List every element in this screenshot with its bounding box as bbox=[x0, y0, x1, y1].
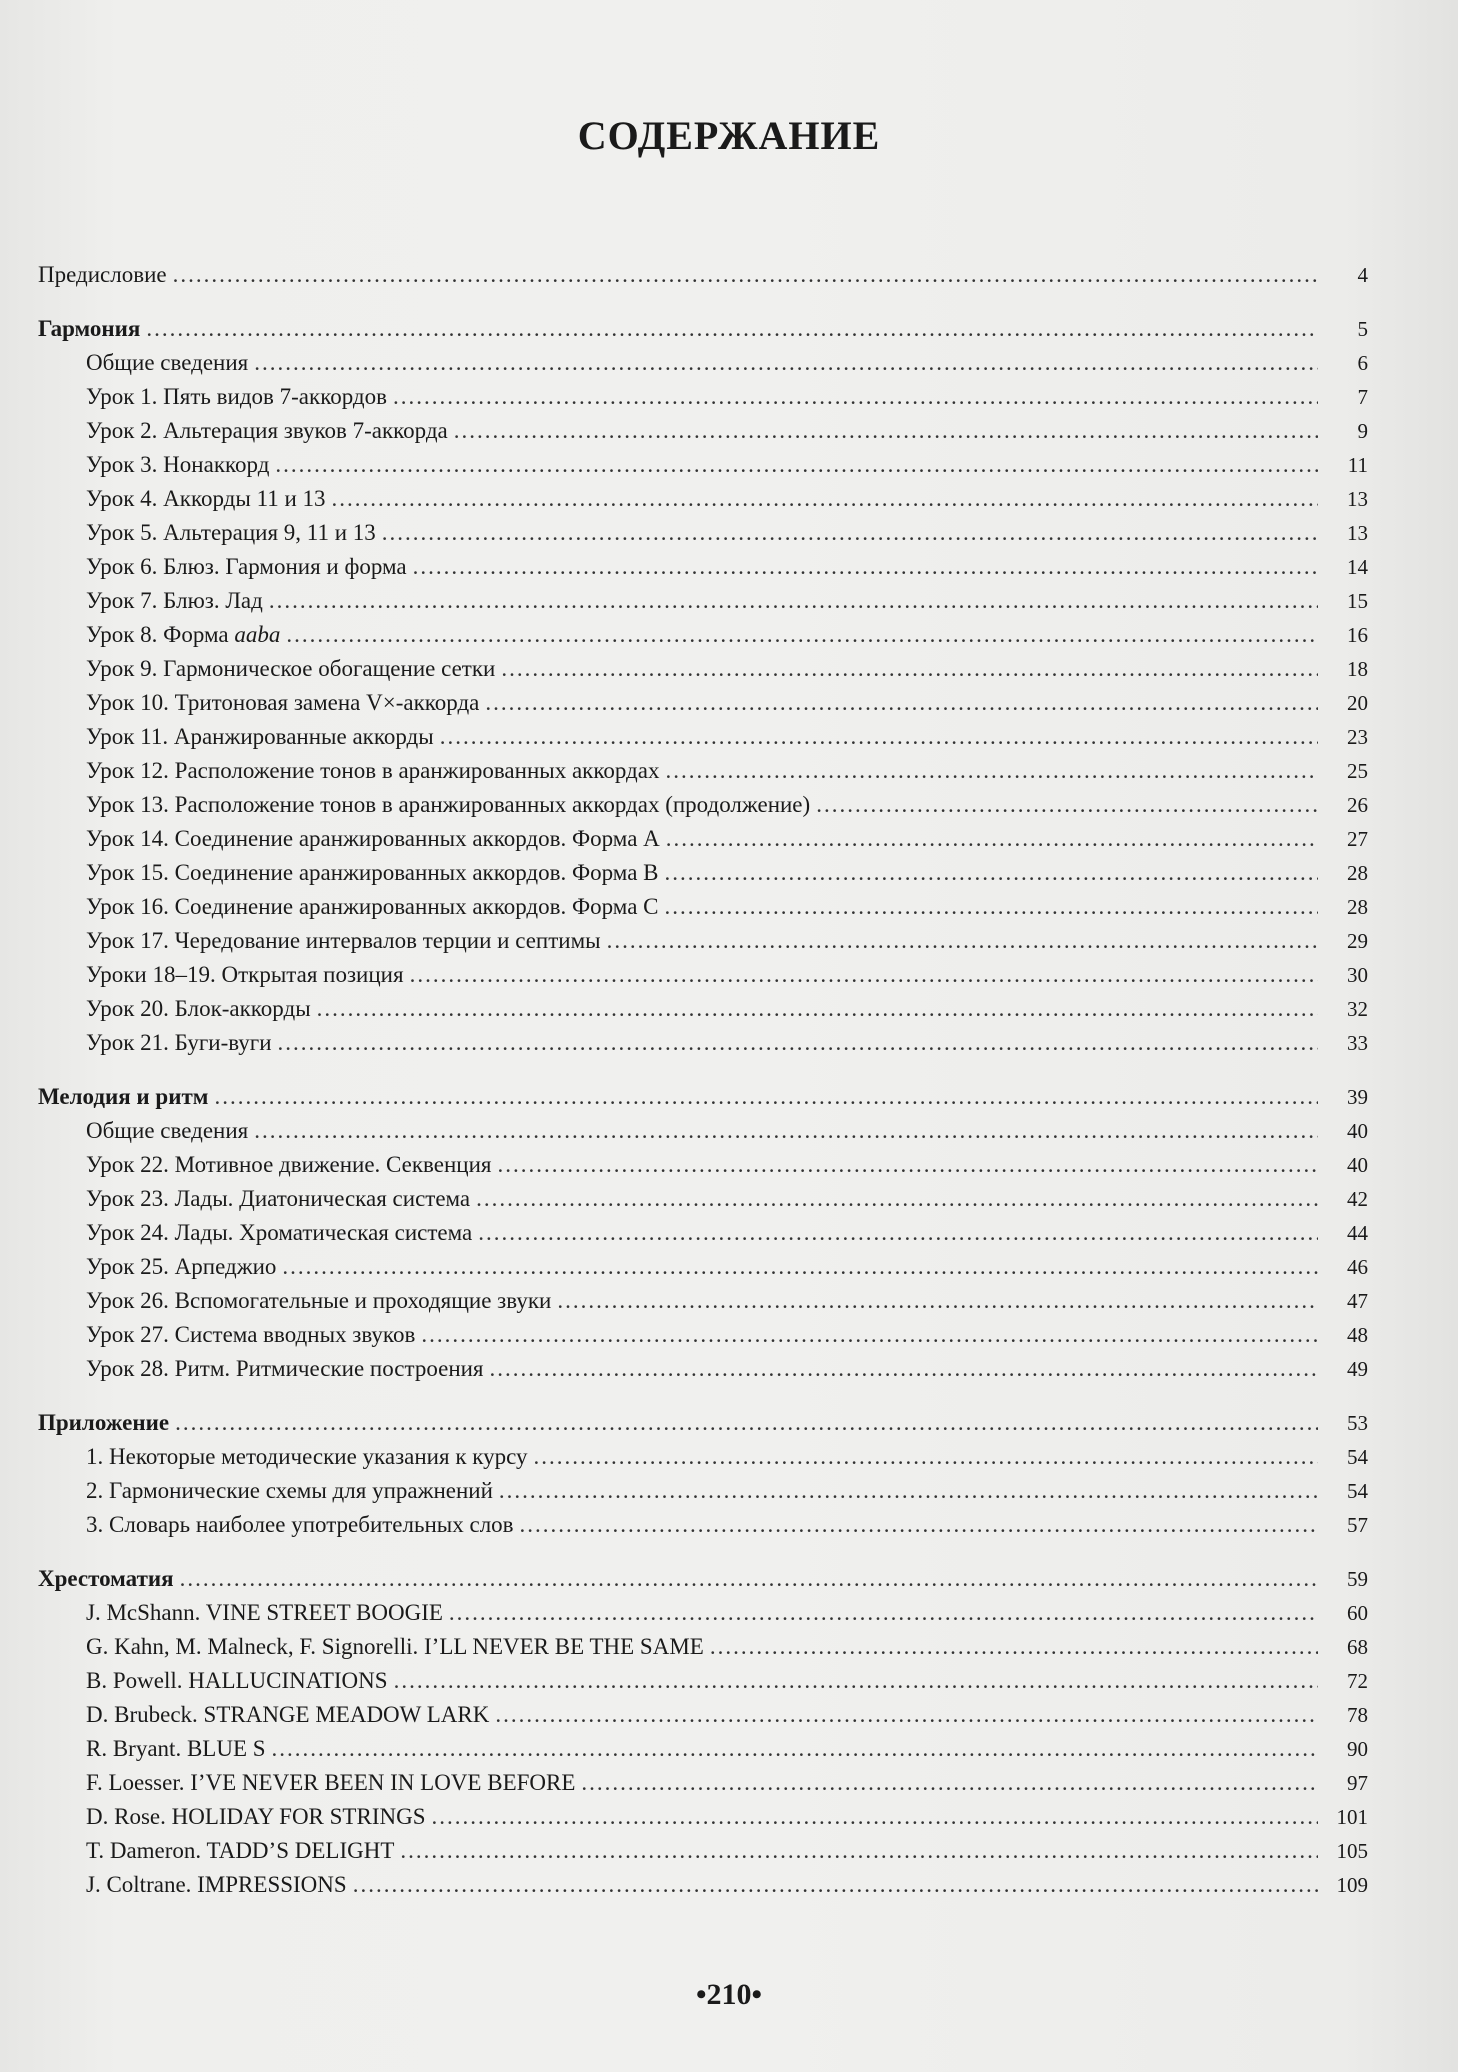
toc-entry bbox=[38, 856, 1368, 890]
toc-entry bbox=[38, 448, 1368, 482]
toc-entry-title: Общие сведения bbox=[86, 1118, 249, 1143]
toc-entry-page: 18 bbox=[1347, 657, 1368, 681]
toc-section-entry bbox=[38, 258, 1368, 292]
dot-leader bbox=[710, 1630, 1318, 1664]
toc-entry-page: 48 bbox=[1347, 1323, 1368, 1347]
toc-entry bbox=[38, 1508, 1368, 1542]
dot-leader bbox=[254, 346, 1318, 380]
dot-leader bbox=[666, 822, 1318, 856]
dot-leader bbox=[146, 312, 1318, 346]
toc-entry-page: 49 bbox=[1347, 1357, 1368, 1381]
dot-leader bbox=[254, 1114, 1318, 1148]
toc-entry-page: 42 bbox=[1347, 1187, 1368, 1211]
toc-entry-page: 13 bbox=[1347, 521, 1368, 545]
toc-entry-title: Урок 12. Расположение тонов в аранжированных аккордах bbox=[86, 758, 660, 783]
toc-entry bbox=[38, 1630, 1368, 1664]
dot-leader bbox=[476, 1182, 1318, 1216]
toc-entry-page: 90 bbox=[1347, 1737, 1368, 1761]
dot-leader bbox=[497, 1148, 1318, 1182]
dot-leader bbox=[269, 584, 1318, 618]
toc-entry-title: F. Loesser. I’VE NEVER BEEN IN LOVE BEFORE bbox=[86, 1770, 576, 1795]
toc-entry-page: 68 bbox=[1347, 1635, 1368, 1659]
toc-entry-title: Урок 24. Лады. Хроматическая система bbox=[86, 1220, 473, 1245]
toc-entry-page: 109 bbox=[1336, 1873, 1368, 1897]
dot-leader bbox=[501, 652, 1318, 686]
toc-entry-title: 1. Некоторые методические указания к курсу bbox=[86, 1444, 528, 1469]
toc-entry bbox=[38, 482, 1368, 516]
toc-entry-title: Урок 2. Альтерация звуков 7-аккорда bbox=[86, 418, 448, 443]
toc-entry-page: 53 bbox=[1347, 1411, 1368, 1435]
toc-entry-title: Урок 20. Блок-аккорды bbox=[86, 996, 311, 1021]
toc-entry-title: Гармония bbox=[38, 316, 141, 341]
dot-leader bbox=[353, 1868, 1318, 1902]
toc-entry-title: Урок 13. Расположение тонов в аранжированных аккордах (продолжение) bbox=[86, 792, 811, 817]
toc-entry-page: 47 bbox=[1347, 1289, 1368, 1313]
toc-entry-title: G. Kahn, M. Malneck, F. Signorelli. I’LL NEVER BE THE SAME bbox=[86, 1634, 704, 1659]
toc-entry bbox=[38, 992, 1368, 1026]
toc-entry-page: 54 bbox=[1347, 1445, 1368, 1469]
toc-entry bbox=[38, 1182, 1368, 1216]
toc-entry bbox=[38, 958, 1368, 992]
toc-entry-title: Урок 27. Система вводных звуков bbox=[86, 1322, 416, 1347]
dot-leader bbox=[449, 1596, 1318, 1630]
toc-entry-title: Урок 4. Аккорды 11 и 13 bbox=[86, 486, 326, 511]
toc-entry bbox=[38, 1250, 1368, 1284]
toc-entry-title: D. Brubeck. STRANGE MEADOW LARK bbox=[86, 1702, 490, 1727]
toc-entry-page: 9 bbox=[1357, 419, 1368, 443]
toc-entry bbox=[38, 1698, 1368, 1732]
toc-entry-title: B. Powell. HALLUCINATIONS bbox=[86, 1668, 388, 1693]
toc-entry-page: 97 bbox=[1347, 1771, 1368, 1795]
dot-leader bbox=[665, 890, 1319, 924]
toc-entry-page: 32 bbox=[1347, 997, 1368, 1021]
toc-entry bbox=[38, 1284, 1368, 1318]
dot-leader bbox=[317, 992, 1318, 1026]
toc-entry-page: 25 bbox=[1347, 759, 1368, 783]
toc-entry bbox=[38, 890, 1368, 924]
page-title: СОДЕРЖАНИЕ bbox=[577, 113, 881, 158]
toc-entry-page: 46 bbox=[1347, 1255, 1368, 1279]
toc-entry bbox=[38, 380, 1368, 414]
toc-entry-page: 27 bbox=[1347, 827, 1368, 851]
toc-entry-title: Урок 16. Соединение аранжированных аккордов. Форма С bbox=[86, 894, 659, 919]
toc-entry-page: 29 bbox=[1347, 929, 1368, 953]
toc-entry-page: 11 bbox=[1347, 453, 1368, 477]
dot-leader bbox=[272, 1732, 1318, 1766]
toc-entry-page: 30 bbox=[1347, 963, 1368, 987]
toc-entry-title: Урок 23. Лады. Диатоническая система bbox=[86, 1186, 471, 1211]
dot-leader bbox=[581, 1766, 1318, 1800]
toc-entry-page: 28 bbox=[1347, 861, 1368, 885]
toc-entry bbox=[38, 550, 1368, 584]
toc-entry bbox=[38, 414, 1368, 448]
toc-entry bbox=[38, 1766, 1368, 1800]
toc-entry-title: R. Bryant. BLUE S bbox=[86, 1736, 266, 1761]
toc-entry bbox=[38, 1732, 1368, 1766]
toc-entry-page: 40 bbox=[1347, 1119, 1368, 1143]
dot-leader bbox=[665, 754, 1318, 788]
toc-entry bbox=[38, 1664, 1368, 1698]
toc-entry-page: 105 bbox=[1336, 1839, 1368, 1863]
toc-entry bbox=[38, 788, 1368, 822]
toc-entry-title: J. McShann. VINE STREET BOOGIE bbox=[86, 1600, 443, 1625]
toc-entry bbox=[38, 1834, 1368, 1868]
dot-leader bbox=[214, 1080, 1318, 1114]
toc-entry-page: 26 bbox=[1347, 793, 1368, 817]
toc-entry-title: Приложение bbox=[38, 1410, 170, 1435]
toc-entry-page: 33 bbox=[1347, 1031, 1368, 1055]
toc-section-entry bbox=[38, 312, 1368, 346]
toc-entry bbox=[38, 924, 1368, 958]
toc-entry-title: 2. Гармонические схемы для упражнений bbox=[86, 1478, 493, 1503]
toc-entry bbox=[38, 1474, 1368, 1508]
toc-entry-title: Урок 15. Соединение аранжированных аккордов. Форма В bbox=[86, 860, 659, 885]
toc-entry bbox=[38, 1026, 1368, 1060]
dot-leader bbox=[410, 958, 1318, 992]
dot-leader bbox=[816, 788, 1318, 822]
dot-leader bbox=[665, 856, 1319, 890]
dot-leader bbox=[180, 1562, 1318, 1596]
dot-leader bbox=[440, 720, 1318, 754]
toc-entry-page: 101 bbox=[1336, 1805, 1368, 1829]
toc-entry-page: 60 bbox=[1347, 1601, 1368, 1625]
dot-leader bbox=[421, 1318, 1318, 1352]
toc-entry-page: 57 bbox=[1347, 1513, 1368, 1537]
toc-entry-page: 7 bbox=[1357, 385, 1368, 409]
dot-leader bbox=[499, 1474, 1318, 1508]
toc-entry bbox=[38, 1352, 1368, 1386]
toc-entry-page: 59 bbox=[1347, 1567, 1368, 1591]
toc-section-entry bbox=[38, 1080, 1368, 1114]
toc-entry bbox=[38, 822, 1368, 856]
toc-entry-page: 72 bbox=[1347, 1669, 1368, 1693]
dot-leader bbox=[607, 924, 1318, 958]
toc-entry bbox=[38, 346, 1368, 380]
toc-section-entry bbox=[38, 1406, 1368, 1440]
toc-entry-page: 6 bbox=[1357, 351, 1368, 375]
toc-entry bbox=[38, 686, 1368, 720]
toc-entry-title: Урок 14. Соединение аранжированных аккордов. Форма А bbox=[86, 826, 660, 851]
toc-entry-title: Общие сведения bbox=[86, 350, 249, 375]
dot-leader bbox=[394, 1664, 1318, 1698]
dot-leader bbox=[278, 1026, 1318, 1060]
dot-leader bbox=[485, 686, 1318, 720]
toc-entry bbox=[38, 1868, 1368, 1902]
toc-entry-title: T. Dameron. TADD’S DELIGHT bbox=[86, 1838, 395, 1863]
toc-entry bbox=[38, 1114, 1368, 1148]
toc-entry bbox=[38, 754, 1368, 788]
toc-entry bbox=[38, 1596, 1368, 1630]
toc-entry-page: 5 bbox=[1357, 317, 1368, 341]
dot-leader bbox=[173, 258, 1318, 292]
table-of-contents bbox=[38, 258, 1368, 1902]
dot-leader bbox=[286, 618, 1318, 652]
toc-entry bbox=[38, 584, 1368, 618]
toc-entry-page: 39 bbox=[1347, 1085, 1368, 1109]
toc-entry-page: 16 bbox=[1347, 623, 1368, 647]
dot-leader bbox=[490, 1352, 1318, 1386]
dot-leader bbox=[478, 1216, 1318, 1250]
dot-leader bbox=[275, 448, 1318, 482]
toc-entry-page: 28 bbox=[1347, 895, 1368, 919]
toc-entry-title: Урок 9. Гармоническое обогащение сетки bbox=[86, 656, 496, 681]
toc-entry bbox=[38, 720, 1368, 754]
dot-leader bbox=[557, 1284, 1318, 1318]
toc-entry-title: J. Coltrane. IMPRESSIONS bbox=[86, 1872, 347, 1897]
toc-entry bbox=[38, 1318, 1368, 1352]
toc-entry-title: Урок 3. Нонаккорд bbox=[86, 452, 270, 477]
toc-entry-title: Урок 7. Блюз. Лад bbox=[86, 588, 263, 613]
toc-entry-page: 14 bbox=[1347, 555, 1368, 579]
toc-entry-title: Урок 6. Блюз. Гармония и форма bbox=[86, 554, 407, 579]
toc-entry-page: 54 bbox=[1347, 1479, 1368, 1503]
dot-leader bbox=[520, 1508, 1318, 1542]
dot-leader bbox=[495, 1698, 1318, 1732]
toc-entry-title: Хрестоматия bbox=[38, 1566, 174, 1591]
toc-entry-title: Урок 21. Буги-вуги bbox=[86, 1030, 272, 1055]
toc-entry bbox=[38, 1800, 1368, 1834]
toc-entry-title: Урок 10. Тритоновая замена V×-аккорда bbox=[86, 690, 480, 715]
dot-leader bbox=[432, 1800, 1319, 1834]
dot-leader bbox=[382, 516, 1318, 550]
toc-entry-title: Урок 17. Чередование интервалов терции и септимы bbox=[86, 928, 601, 953]
toc-entry-title: Урок 22. Мотивное движение. Секвенция bbox=[86, 1152, 492, 1177]
toc-entry-page: 4 bbox=[1357, 263, 1368, 287]
toc-entry-page: 15 bbox=[1347, 589, 1368, 613]
toc-entry-title: Урок 5. Альтерация 9, 11 и 13 bbox=[86, 520, 376, 545]
toc-section-entry bbox=[38, 1562, 1368, 1596]
toc-entry-title: Мелодия и ритм bbox=[38, 1084, 209, 1109]
toc-entry-title: 3. Словарь наиболее употребительных слов bbox=[86, 1512, 514, 1537]
dot-leader bbox=[454, 414, 1318, 448]
toc-entry-title: Уроки 18–19. Открытая позиция bbox=[86, 962, 404, 987]
dot-leader bbox=[413, 550, 1318, 584]
dot-leader bbox=[282, 1250, 1318, 1284]
toc-entry-page: 13 bbox=[1347, 487, 1368, 511]
toc-entry-title: D. Rose. HOLIDAY FOR STRINGS bbox=[86, 1804, 426, 1829]
toc-entry-page: 78 bbox=[1347, 1703, 1368, 1727]
toc-entry bbox=[38, 1216, 1368, 1250]
toc-entry-page: 40 bbox=[1347, 1153, 1368, 1177]
toc-entry-title: Урок 25. Арпеджио bbox=[86, 1254, 277, 1279]
toc-entry-title: Урок 11. Аранжированные аккорды bbox=[86, 724, 434, 749]
toc-entry-title: Урок 28. Ритм. Ритмические построения bbox=[86, 1356, 484, 1381]
toc-entry bbox=[38, 618, 1368, 652]
toc-entry-title: Предисловие bbox=[38, 262, 167, 287]
toc-entry-page: 23 bbox=[1347, 725, 1368, 749]
dot-leader bbox=[400, 1834, 1318, 1868]
dot-leader bbox=[393, 380, 1318, 414]
dot-leader bbox=[175, 1406, 1318, 1440]
dot-leader bbox=[534, 1440, 1319, 1474]
toc-entry-title: Урок 26. Вспомогательные и проходящие звуки bbox=[86, 1288, 552, 1313]
toc-entry-page: 20 bbox=[1347, 691, 1368, 715]
toc-entry bbox=[38, 652, 1368, 686]
toc-entry bbox=[38, 516, 1368, 550]
toc-entry-page: 44 bbox=[1347, 1221, 1368, 1245]
page-number-footer: •210• bbox=[695, 1978, 762, 2011]
toc-entry bbox=[38, 1440, 1368, 1474]
toc-entry-title: Урок 1. Пять видов 7-аккордов bbox=[86, 384, 387, 409]
dot-leader bbox=[332, 482, 1318, 516]
toc-entry-title: Урок 8. Форма aaba bbox=[86, 622, 281, 647]
toc-entry bbox=[38, 1148, 1368, 1182]
